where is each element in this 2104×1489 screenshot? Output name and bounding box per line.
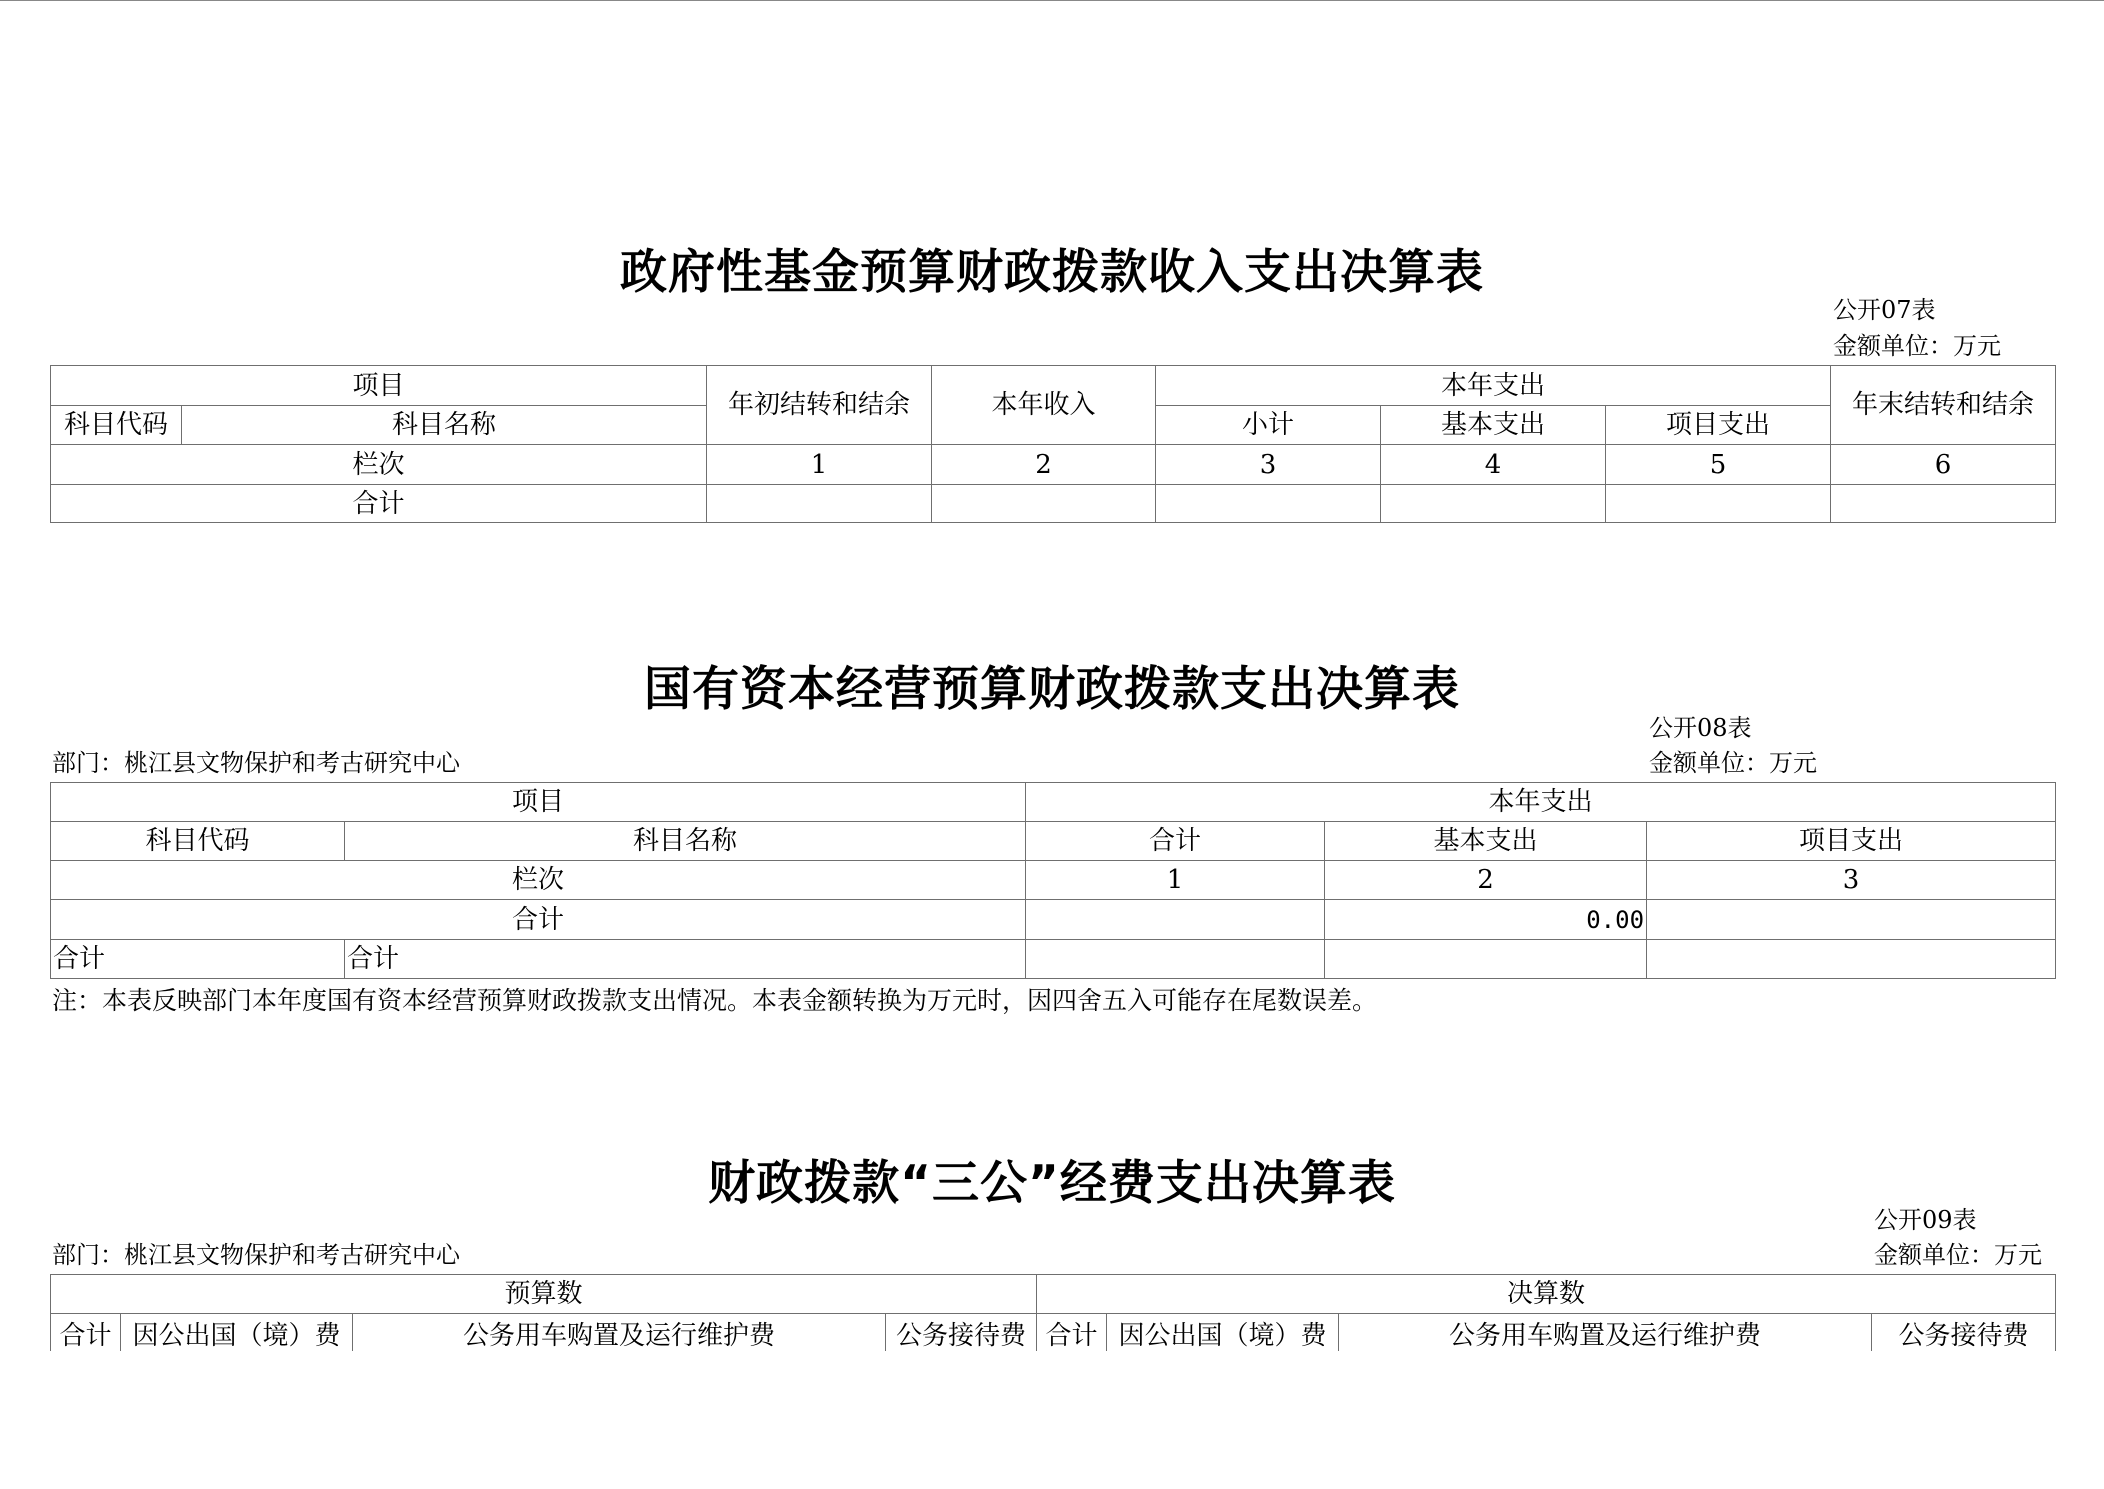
table-row	[51, 900, 2056, 940]
table7-title: 政府性基金预算财政拨款收入支出决算表	[620, 245, 1484, 300]
table-cell	[1156, 485, 1381, 523]
table9-unit: 金额单位：万元	[1874, 1241, 2042, 1269]
table-cell	[1325, 940, 1647, 979]
table9-head-final-reception: 公务接待费	[1872, 1314, 2056, 1358]
table-cell	[1647, 940, 2056, 979]
table8-row-name: 合计	[345, 940, 1026, 979]
table-cell: 2	[932, 445, 1156, 485]
table7-head-basic: 基本支出	[1381, 406, 1606, 445]
table-cell: 2	[1325, 861, 1647, 900]
table7-head-subtotal: 小计	[1156, 406, 1381, 445]
table9-head-budget-reception: 公务接待费	[886, 1314, 1037, 1358]
table-cell: 3	[1156, 445, 1381, 485]
table-cell	[932, 485, 1156, 523]
table8-head-expense: 本年支出	[1026, 783, 2056, 822]
table8-col-label: 栏次	[51, 861, 1026, 900]
table8-unit: 金额单位：万元	[1649, 749, 1817, 777]
table7-head-subject-code: 科目代码	[51, 406, 182, 445]
table9-head-budget-abroad: 因公出国（境）费	[121, 1314, 353, 1358]
table7-head-income: 本年收入	[932, 366, 1156, 445]
table7-head-closing: 年末结转和结余	[1831, 366, 2056, 445]
table-cell: 3	[1647, 861, 2056, 900]
page-cut-mask	[40, 1351, 2070, 1489]
table8-title: 国有资本经营预算财政拨款支出决算表	[644, 662, 1460, 717]
table9-head-final-total: 合计	[1037, 1314, 1107, 1358]
table9-department: 部门：桃江县文物保护和考古研究中心	[52, 1241, 460, 1269]
table-cell	[1831, 485, 2056, 523]
table-cell: 1	[707, 445, 932, 485]
table8-head-subject-name: 科目名称	[345, 822, 1026, 861]
table8-note: 注：本表反映部门本年度国有资本经营预算财政拨款支出情况。本表金额转换为万元时，因四舍五入可能存在尾数误差。	[52, 986, 1378, 1015]
table-cell: 5	[1606, 445, 1831, 485]
table7-col-label: 栏次	[51, 445, 707, 485]
table-cell	[1606, 485, 1831, 523]
table7-grid	[50, 365, 2056, 523]
table9-head-budget-vehicle: 公务用车购置及运行维护费	[353, 1314, 886, 1358]
table9-code: 公开09表	[1874, 1206, 1977, 1234]
table7-head-expense: 本年支出	[1156, 366, 1831, 406]
table9-head-final-abroad: 因公出国（境）费	[1107, 1314, 1339, 1358]
table8-row-code: 合计	[51, 940, 345, 979]
table9-title: 财政拨款“三公”经费支出决算表	[708, 1156, 1396, 1211]
table8-grid	[50, 782, 2056, 979]
table7-head-project-exp: 项目支出	[1606, 406, 1831, 445]
table7-head-project: 项目	[51, 366, 707, 406]
table9-head-final: 决算数	[1037, 1275, 2056, 1314]
table7-total-label: 合计	[51, 485, 707, 523]
table-cell	[1381, 485, 1606, 523]
table8-head-project: 项目	[51, 783, 1026, 822]
table-row	[51, 940, 2056, 979]
table-cell: 6	[1831, 445, 2056, 485]
table-cell: 1	[1026, 861, 1325, 900]
table8-total-basic-value: 0.00	[1325, 900, 1647, 940]
table9-head-budget-total: 合计	[51, 1314, 121, 1358]
table9-head-budget: 预算数	[51, 1275, 1037, 1314]
table8-head-subject-code: 科目代码	[51, 822, 345, 861]
table9-grid	[50, 1274, 2056, 1358]
table-cell: 4	[1381, 445, 1606, 485]
table7-code: 公开07表	[1833, 296, 1936, 324]
table-cell	[1026, 900, 1325, 940]
table-cell	[1647, 900, 2056, 940]
table8-head-project-exp: 项目支出	[1647, 822, 2056, 861]
table8-code: 公开08表	[1649, 714, 1752, 742]
table8-total-label: 合计	[51, 900, 1026, 940]
table7-head-opening: 年初结转和结余	[707, 366, 932, 445]
table9-head-final-vehicle: 公务用车购置及运行维护费	[1339, 1314, 1872, 1358]
table8-head-total: 合计	[1026, 822, 1325, 861]
table8-department: 部门：桃江县文物保护和考古研究中心	[52, 749, 460, 777]
table7-head-subject-name: 科目名称	[182, 406, 707, 445]
table-cell	[707, 485, 932, 523]
table-cell	[1026, 940, 1325, 979]
table-row	[51, 445, 2056, 485]
table8-head-basic: 基本支出	[1325, 822, 1647, 861]
table-row	[51, 485, 2056, 523]
table-row	[51, 861, 2056, 900]
table7-unit: 金额单位：万元	[1833, 332, 2001, 360]
